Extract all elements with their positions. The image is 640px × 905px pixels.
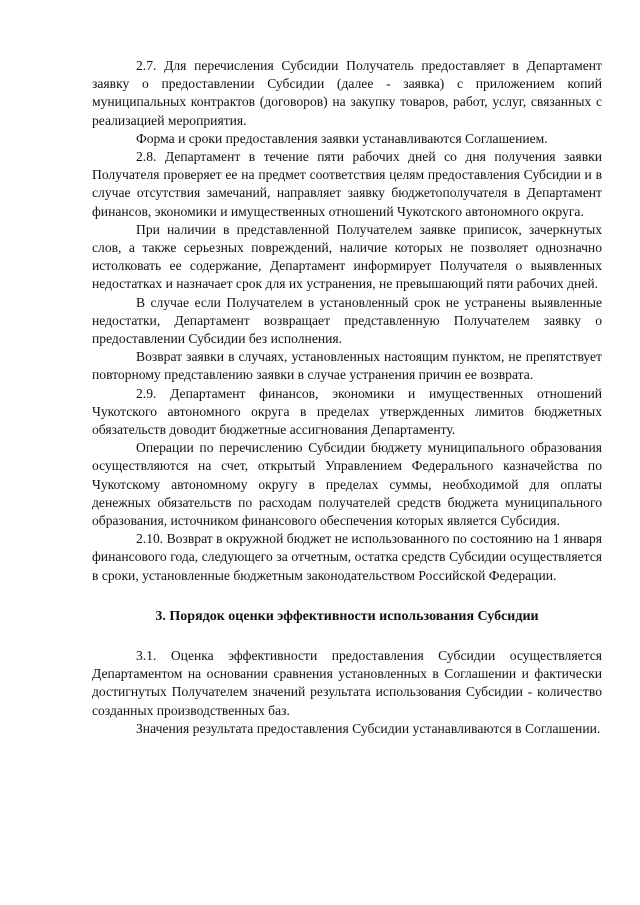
paragraph-2-10: 2.10. Возврат в окружной бюджет не использованного по состоянию на 1 января финансового года, следующего за отчетным, остатка средств Субсидии осуществляется в сроки, установленные бюджетным законодательством Российской Федерации. xyxy=(92,531,602,583)
paragraph-form-terms: Форма и сроки предоставления заявки устанавливаются Соглашением. xyxy=(136,130,548,146)
paragraph-operations: Операции по перечислению Субсидии бюджету муниципального образования осуществляются на счет, открытый Управлением Федерального казначейства по Чукотскому автономному округу в пределах суммы, необходимой для оплаты денежных обязательств по расходам получателей средств бюджета муниципального образования, источником финансового обеспечения которых является Субсидия. xyxy=(92,440,602,529)
document-page xyxy=(92,57,602,738)
paragraph-2-8: 2.8. Департамент в течение пяти рабочих дней со дня получения заявки Получателя проверяет ее на предмет соответствия целям предоставления Субсидии и в случае отсутствия замечаний, направляет заявку бюджетополучателя в Департамент финансов, экономики и имущественных отношений Чукотского автономного округа. xyxy=(92,149,602,219)
paragraph-2-9: 2.9. Департамент финансов, экономики и имущественных отношений Чукотского автономного округа в пределах утвержденных лимитов бюджетных обязательств доводит бюджетные ассигнования Департаменту. xyxy=(92,385,602,438)
paragraph-2-7: 2.7. Для перечисления Субсидии Получатель предоставляет в Департамент заявку о предоставлении Субсидии (далее - заявка) с приложением копий муниципальных контрактов (договоров) на закупку товаров, работ, услуг, связанных с реализацией мероприятия. xyxy=(92,58,602,128)
paragraph-3-1: 3.1. Оценка эффективности предоставления Субсидии осуществляется Департаментом на основании сравнения установленных в Соглашении и фактически достигнутых Получателем значений результата использования Субсидии - количество созданных производственных баз. xyxy=(92,647,602,718)
paragraph-not-fixed: В случае если Получателем в установленный срок не устранены выявленные недостатки, Департамент возвращает представленную Получателем заявку о предоставлении Субсидии без исполнения. xyxy=(92,294,602,347)
section-heading: 3. Порядок оценки эффективности использования Субсидии xyxy=(155,608,539,624)
paragraph-corrections: При наличии в представленной Получателем заявке приписок, зачеркнутых слов, а также серьезных повреждений, наличие которых не позволяет однозначно истолковать ее содержание, Департамент информирует Получателя о выявленных недостатках и назначает срок для их устранения, не превышающий пяти рабочих дней. xyxy=(92,221,602,292)
paragraph-return: Возврат заявки в случаях, установленных настоящим пунктом, не препятствует повторному представлению заявки в случае устранения причин ее возврата. xyxy=(92,349,602,383)
paragraph-result-values: Значения результата предоставления Субсидии устанавливаются в Соглашении. xyxy=(136,720,601,736)
